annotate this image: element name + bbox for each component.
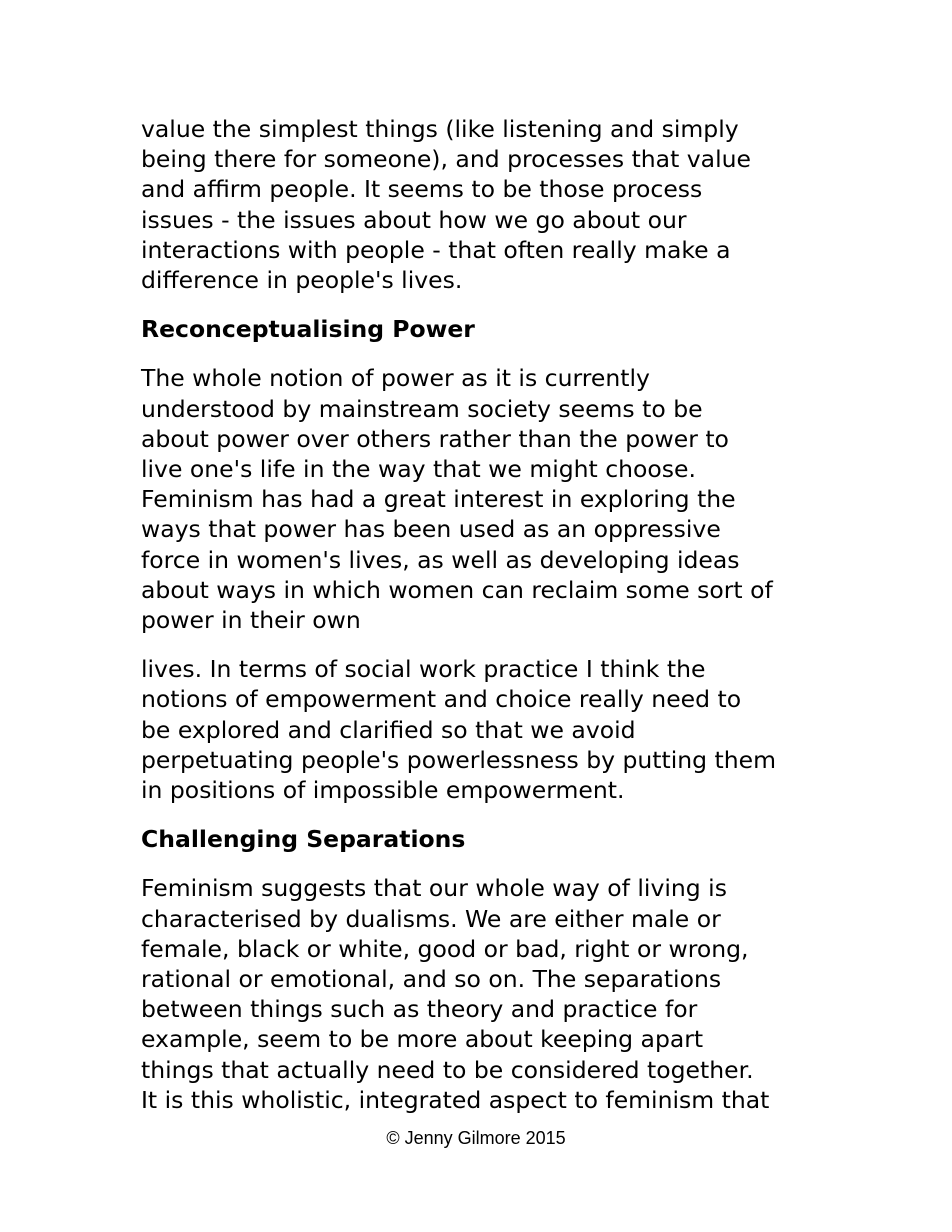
document-body <box>141 114 831 1134</box>
paragraph-empowerment: lives. In terms of social work practice I think the notions of empowerment and choice really need to be explored and clarified so that we avoid perpetuating people's powerlessness by putting them in positions of impossible empowerment. <box>141 655 776 805</box>
paragraph-intro-continued: value the simplest things (like listening and simply being there for someone), and processes that value and affirm people. It seems to be those process issues - the issues about how we go about our interactions with people - that often really make a difference in people's lives. <box>141 115 751 295</box>
copyright-footer: © Jenny Gilmore 2015 <box>386 1128 566 1148</box>
paragraph-power: The whole notion of power as it is currently understood by mainstream society seems to be about power over others rather than the power to live one's life in the way that we might choose. Feminism has had a great interest in exploring the ways that power has been used as an oppressive force in women's lives, as well as developing ideas about ways in which women can reclaim some sort of power in their own <box>141 364 773 635</box>
heading-reconceptualising-power: Reconceptualising Power <box>141 315 475 344</box>
heading-challenging-separations: Challenging Separations <box>141 825 466 854</box>
paragraph-dualisms: Feminism suggests that our whole way of living is characterised by dualisms. We are either male or female, black or white, good or bad, right or wrong, rational or emotional, and so on. The separations between things such as theory and practice for example, seem to be more about keeping apart things that actually need to be considered together. It is this wholistic, integrated aspect to feminism that <box>141 874 770 1114</box>
